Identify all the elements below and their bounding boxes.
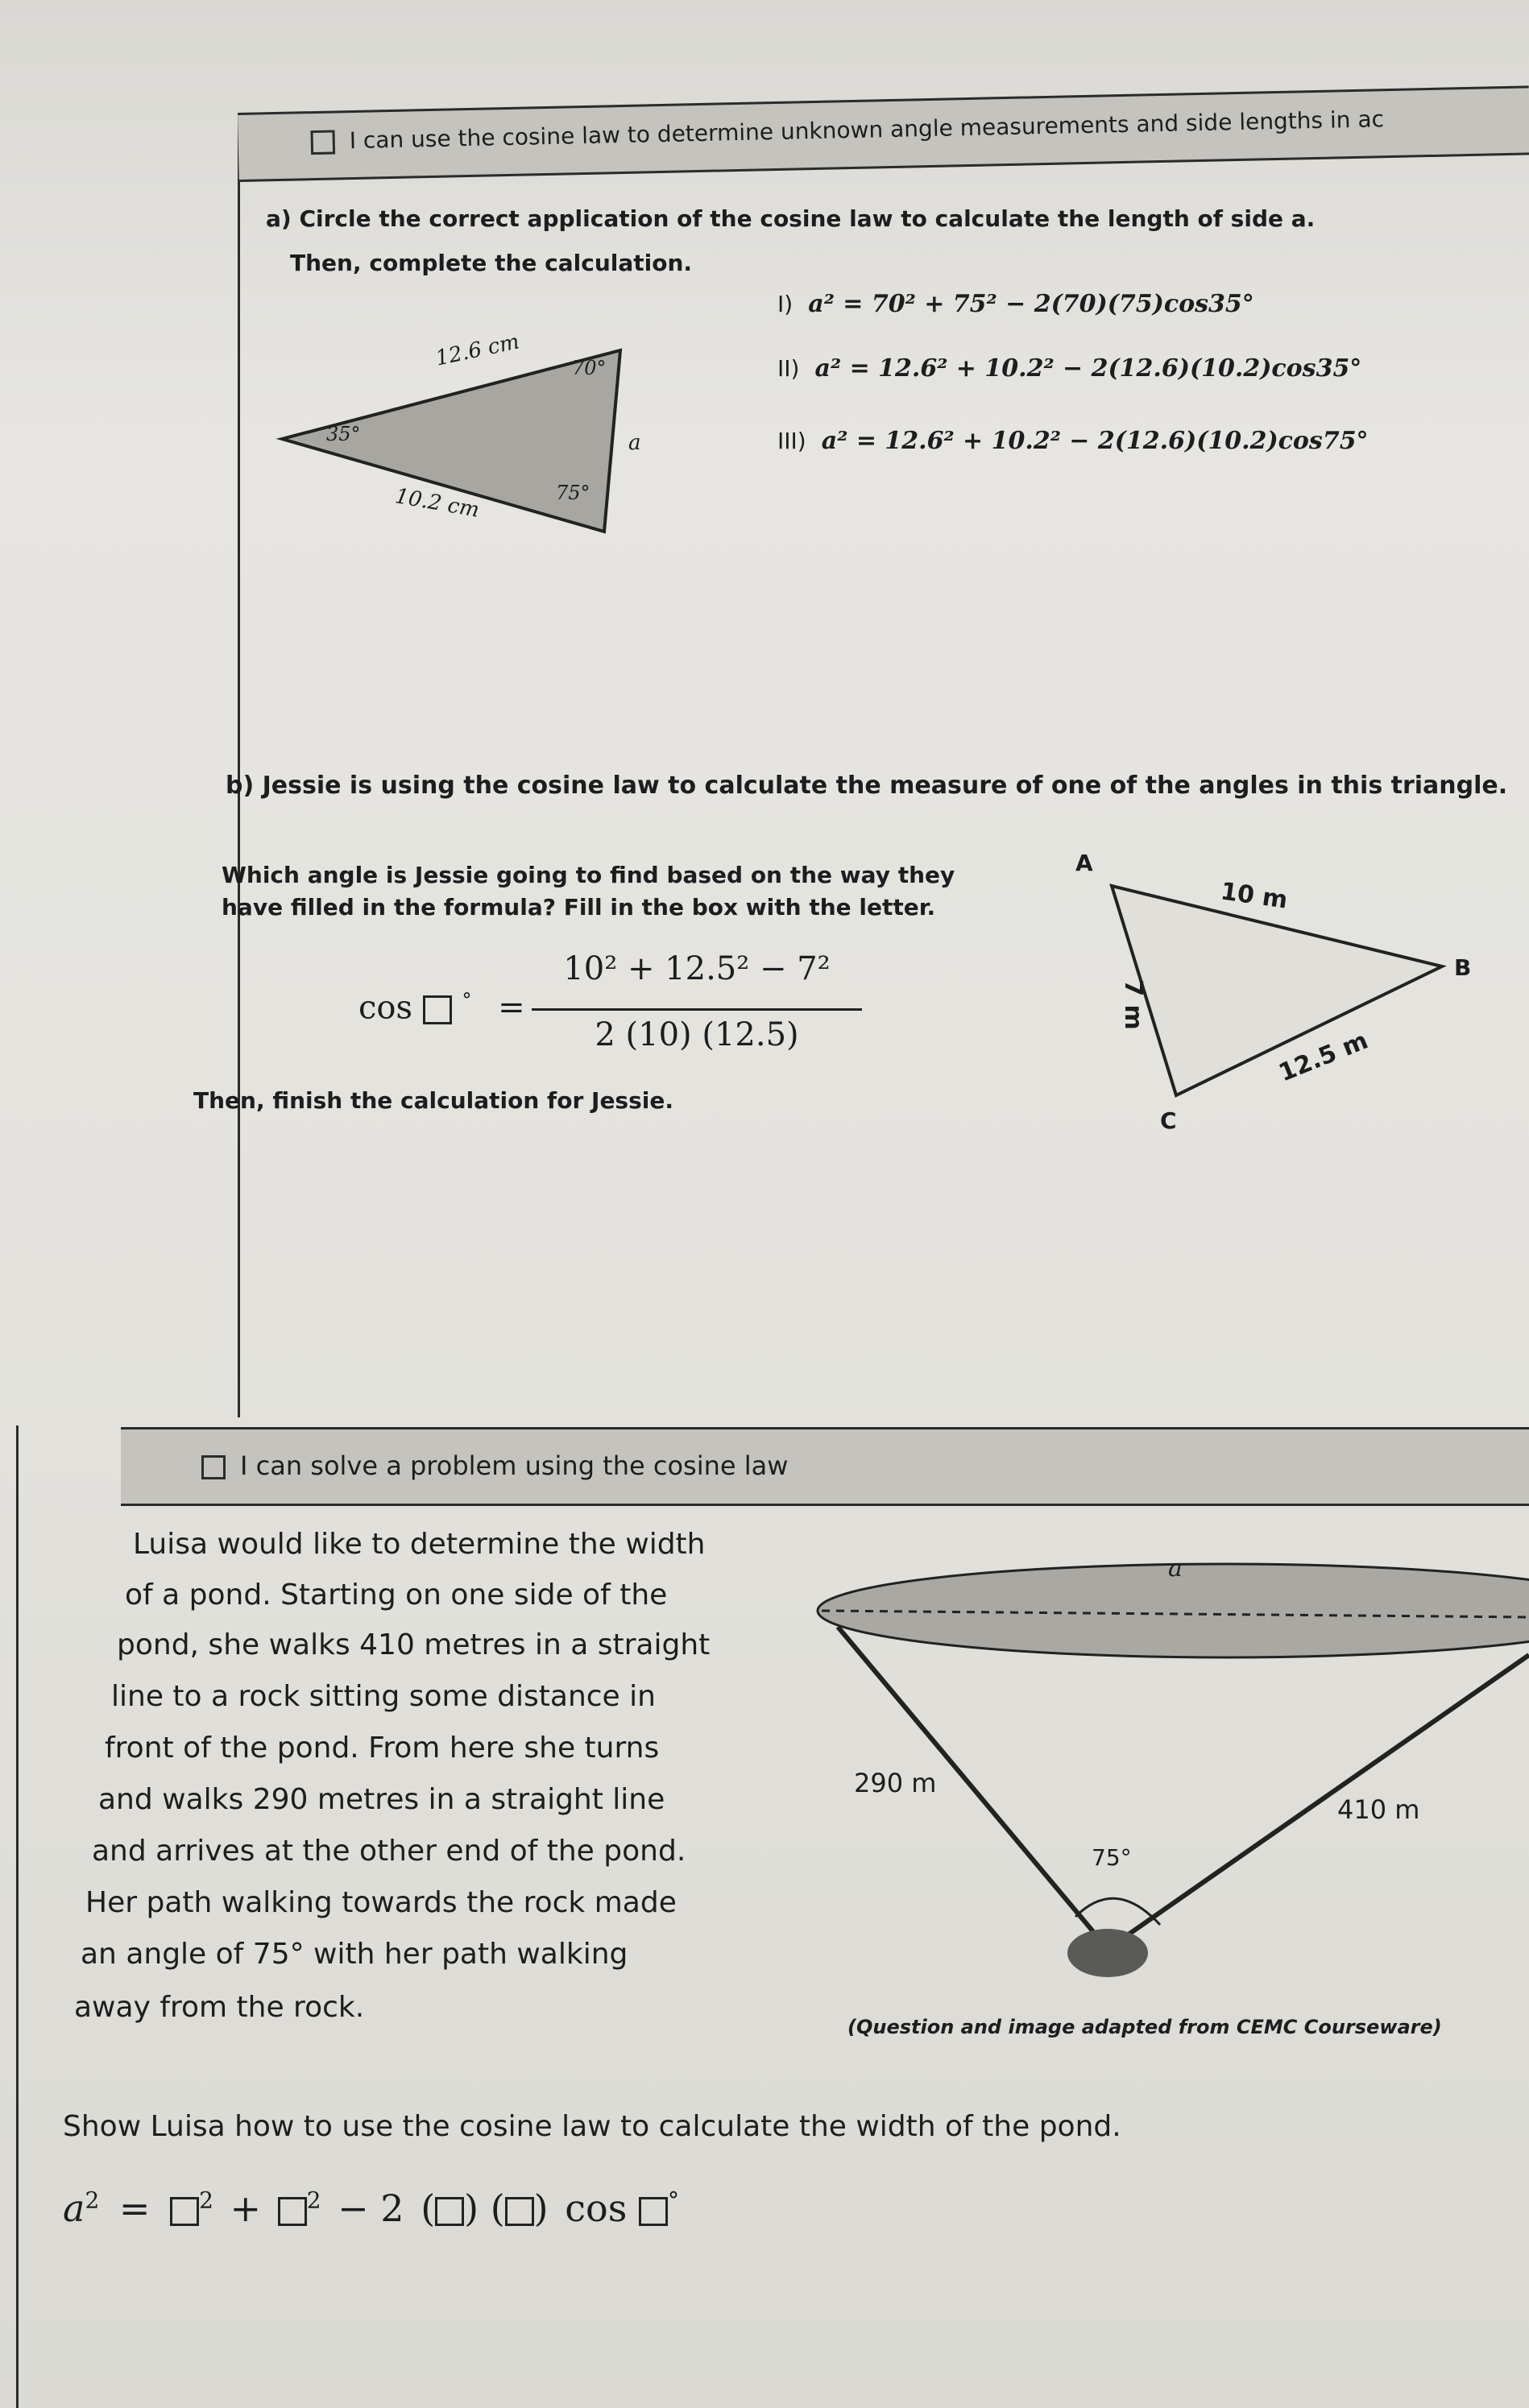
section2-banner-text: I can solve a problem using the cosine law: [240, 1450, 789, 1481]
vertex-b-label: B: [1454, 954, 1472, 981]
pond-formula: $a^2 = ^2 + ^2 - 2$ ( ) ( ) cos °: [63, 2187, 679, 2230]
option-3-equation: a² = 12.6² + 10.2² − 2(12.6)(10.2)cos75°: [821, 427, 1369, 455]
triangle-a-side-top: 12.6 cm: [433, 329, 522, 371]
answer-box-3[interactable]: [435, 2197, 464, 2226]
section1-banner-text: I can use the cosine law to determine unknown angle measurements and side lengths in ac: [349, 106, 1385, 155]
problem-line-5: front of the pond. From here she turns: [105, 1732, 660, 1765]
formula-degree: °: [667, 2187, 679, 2214]
problem-line-4: line to a rock sitting some distance in: [111, 1680, 656, 1713]
show-instruction: Show Luisa how to use the cosine law to calculate the width of the pond.: [63, 2110, 1121, 2143]
formula-lhs: a: [63, 2187, 85, 2230]
answer-box-2[interactable]: [278, 2197, 307, 2226]
answer-box-1[interactable]: [170, 2197, 199, 2226]
pond-width-label: a: [1168, 1554, 1183, 1583]
equals-sign: =: [498, 989, 525, 1027]
option-3-label: III): [777, 428, 806, 454]
side-ab-label: 10 m: [1218, 877, 1290, 915]
problem-line-8: Her path walking towards the rock made: [85, 1886, 677, 1919]
problem-line-9: an angle of 75° with her path walking: [81, 1938, 628, 1971]
problem-line-2: of a pond. Starting on one side of the: [125, 1578, 668, 1612]
option-1-equation: a² = 70² + 75² − 2(70)(75)cos35°: [808, 290, 1254, 318]
triangle-a-side-bottom: 10.2 cm: [393, 484, 482, 523]
formula-cos: cos: [565, 2187, 628, 2230]
problem-line-6: and walks 290 metres in a straight line: [98, 1783, 665, 1816]
part-b-question-line1: Which angle is Jessie going to find based on the way they: [222, 862, 955, 888]
side-bc-label: 12.5 m: [1274, 1026, 1373, 1088]
answer-box-5[interactable]: [639, 2197, 668, 2226]
fraction-denominator: 2 (10) (12.5): [595, 1016, 799, 1053]
path-410-line: [1108, 1655, 1529, 1949]
answer-box-4[interactable]: [505, 2197, 534, 2226]
formula-lhs-exp: 2: [85, 2187, 100, 2214]
vertex-a-label: A: [1075, 850, 1093, 876]
formula-equals: =: [118, 2187, 151, 2230]
vertex-c-label: C: [1160, 1107, 1177, 1134]
fraction-numerator: 10² + 12.5² − 7²: [563, 950, 831, 987]
formula-minus-two: − 2: [338, 2187, 404, 2230]
rock-shape: [1067, 1929, 1148, 1977]
part-b-question-line2: have filled in the formula? Fill in the box with the letter.: [222, 894, 936, 921]
formula-plus: +: [230, 2187, 262, 2230]
option-2-equation: a² = 12.6² + 10.2² − 2(12.6)(10.2)cos35°: [814, 354, 1362, 383]
cos-label: cos: [358, 989, 413, 1027]
part-b-instruction: b) Jessie is using the cosine law to calculate the measure of one of the angles in this triangle.: [226, 772, 1508, 800]
problem-line-3: pond, she walks 410 metres in a straight: [117, 1628, 711, 1661]
problem-line-1: Luisa would like to determine the width: [133, 1528, 706, 1561]
part-b-finish: Then, finish the calculation for Jessie.: [193, 1087, 673, 1114]
formula-sq-1: 2: [199, 2187, 213, 2214]
option-2-label: II): [777, 355, 800, 382]
part-a-instruction-line1: a) Circle the correct application of the cosine law to calculate the length of side a.: [266, 205, 1316, 232]
path-410-label: 410 m: [1337, 1794, 1420, 1825]
side-ac-label: 7 m: [1118, 979, 1147, 1030]
problem-line-7: and arrives at the other end of the pond.: [92, 1835, 686, 1868]
part-a-instruction-line2: Then, complete the calculation.: [290, 250, 693, 276]
path-290-label: 290 m: [854, 1768, 937, 1798]
triangle-a-angle-top: 70°: [572, 357, 607, 379]
option-1-label: I): [777, 291, 794, 317]
angle-75-label: 75°: [1092, 1844, 1132, 1871]
degree-symbol: °: [462, 989, 472, 1012]
credit-text: (Question and image adapted from CEMC Courseware): [847, 2016, 1442, 2038]
triangle-a-angle-left: 35°: [326, 423, 361, 445]
triangle-a-angle-bottom: 75°: [556, 482, 590, 504]
triangle-a-side-right: a: [628, 431, 641, 455]
problem-line-10: away from the rock.: [74, 1991, 365, 2024]
formula-sq-2: 2: [306, 2187, 321, 2214]
